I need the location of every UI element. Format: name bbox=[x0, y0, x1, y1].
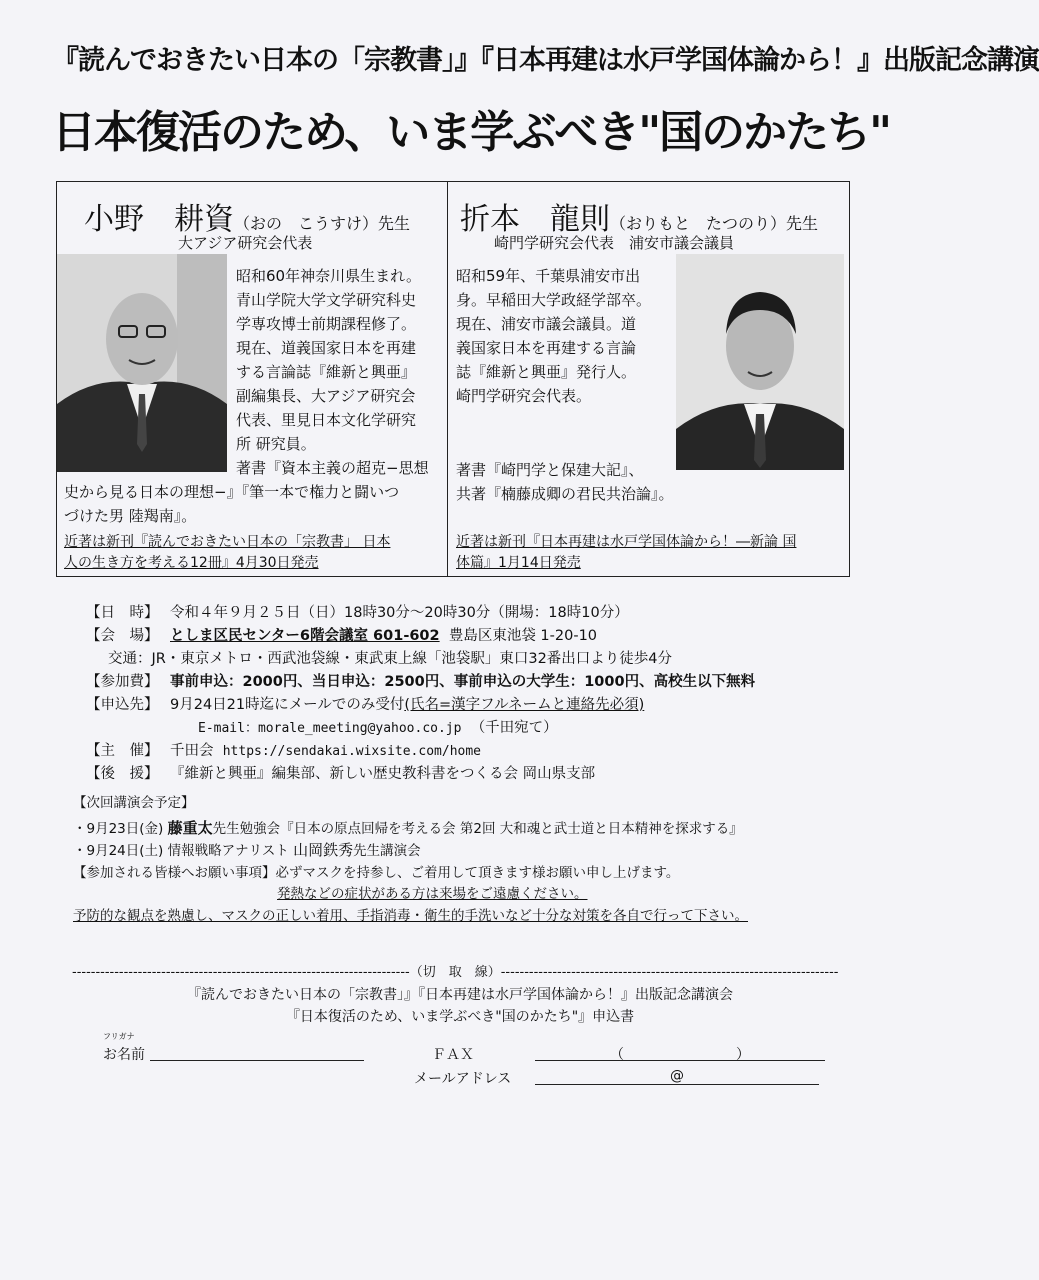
venue-address: 豊島区東池袋 1-20-10 bbox=[448, 628, 598, 644]
next-event-1: ・9月23日(金) 藤重太先生勉強会『日本の原点回帰を考える会 第2回 大和魂と武士道と日本精神を探求する』 bbox=[73, 818, 743, 837]
prevention-notice: 予防的な観点を熟慮し、マスクの正しい着用、手指消毒・衛生的手洗いなど十分な対策を各自で行って下さい。 bbox=[73, 907, 748, 924]
date-row bbox=[86, 602, 866, 625]
name-label: お名前 bbox=[103, 1047, 145, 1063]
organizer-url[interactable]: https://sendakai.wixsite.com/home bbox=[222, 744, 481, 759]
email-label: E-mail： bbox=[198, 721, 258, 736]
mask-request: 【参加される皆様へお願い事項】必ずマスクを持参し、ご着用して頂きます様お願い申し上げます。 bbox=[73, 864, 680, 881]
fax-label: ＦＡＸ bbox=[432, 1047, 474, 1063]
speaker1-role: 大アジア研究会代表 bbox=[178, 234, 313, 252]
apply-row bbox=[86, 694, 866, 717]
event-info bbox=[86, 602, 866, 786]
organizer-row bbox=[86, 740, 866, 763]
speaker2-reading: （おりもと たつのり）先生 bbox=[610, 214, 819, 233]
fee-row bbox=[86, 671, 866, 694]
access-text: 交通：JR・東京メトロ・西武池袋線・東武東上線「池袋駅」東口32番出口より徒歩4分 bbox=[108, 651, 673, 667]
email-form-field[interactable]: @ bbox=[535, 1068, 819, 1085]
speaker1-bio-cont: 史から見る日本の理想−』『筆一本で権力と闘いつ づけた男 陸羯南』。 bbox=[64, 483, 400, 525]
venue-label: 【会 場】 bbox=[86, 628, 159, 644]
support-row bbox=[86, 763, 866, 786]
email-recipient: （千田宛て） bbox=[470, 720, 558, 736]
fax-field[interactable]: （ ） bbox=[535, 1044, 825, 1061]
venue-name: としま区民センター6階会議室 601-602 bbox=[170, 628, 440, 644]
apply-note: (氏名=漢字フルネームと連絡先必須) bbox=[404, 697, 645, 713]
support-label: 【後 援】 bbox=[86, 766, 159, 782]
venue-row bbox=[86, 625, 866, 648]
application-subtitle: 『日本復活のため、いま学ぶべき"国のかたち"』申込書 bbox=[285, 1009, 635, 1025]
support-value: 『維新と興亜』編集部、新しい歴史教科書をつくる会 岡山県支部 bbox=[170, 766, 596, 782]
next-events bbox=[73, 793, 873, 927]
speaker1-reading: （おの こうすけ）先生 bbox=[234, 214, 411, 233]
profile-divider bbox=[447, 181, 448, 577]
speaker2-recent-book: 近著は新刊『日本再建は水戸学国体論から！―新論 国 体篇』1月14日発売 bbox=[456, 534, 797, 571]
date-value: 令和４年９月２５日（日）18時30分〜20時30分（開場：18時10分） bbox=[170, 605, 629, 621]
apply-value: 9月24日21時迄にメールでのみ受付 bbox=[170, 697, 405, 713]
event-title-main: 日本復活のため、いま学ぶべき"国のかたち" bbox=[52, 107, 891, 158]
cut-line: ------------------------------------------------------------------------（切 取 線）------------------------------------------------------------------------ bbox=[72, 965, 839, 980]
email-row bbox=[86, 717, 866, 740]
speaker2-books: 著書『崎門学と保建大記』、 共著『楠藤成卿の君民共治論』。 bbox=[456, 461, 674, 503]
speaker2-bio: 昭和59年、千葉県浦安市出 身。早稲田大学政経学部卒。 現在、浦安市議会議員。道 義国家日本を再建する言論 誌『維新と興亜』発行人。 崎門学研究会代表。 bbox=[456, 267, 652, 405]
next-event-2: ・9月24日(土) 情報戦略アナリスト 山岡鉄秀先生講演会 bbox=[73, 841, 421, 859]
speaker1-photo bbox=[57, 254, 227, 472]
speaker2-role: 崎門学研究会代表 浦安市議会議員 bbox=[494, 234, 735, 252]
speaker1-recent-book: 近著は新刊『読んでおきたい日本の「宗教書」 日本 人の生き方を考える12冊』4月30日発売 bbox=[64, 534, 391, 571]
event-title-line1: 『読んでおきたい日本の「宗教書」』『日本再建は水戸学国体論から！』出版記念講演 bbox=[52, 45, 1039, 76]
date-label: 【日 時】 bbox=[86, 605, 159, 621]
organizer-name: 千田会 bbox=[170, 743, 214, 759]
email-form-label: メールアドレス bbox=[414, 1071, 512, 1087]
organizer-label: 【主 催】 bbox=[86, 743, 159, 759]
fee-value: 事前申込：2000円、当日申込：2500円、事前申込の大学生：1000円、高校生以下無料 bbox=[170, 674, 756, 690]
furigana-label: フリガナ bbox=[103, 1032, 135, 1041]
speaker1-name: 小野 耕資（おの こうすけ）先生 bbox=[84, 202, 411, 237]
fever-notice: 発熱などの症状がある方は来場をご遠慮ください。 bbox=[277, 886, 588, 902]
apply-label: 【申込先】 bbox=[86, 697, 159, 713]
speaker2-name: 折本 龍則（おりもと たつのり）先生 bbox=[460, 202, 819, 237]
speaker1-bio: 昭和60年神奈川県生まれ。 青山学院大学文学研究科史 学専攻博士前期課程修了。 現在、道義国家日本を再建 する言論誌『維新と興亜』 副編集長、大アジア研究会 代表、里見日本文化学研究 所 研究員。 著書『資本主義の超克−思想 bbox=[236, 267, 429, 477]
name-field[interactable] bbox=[150, 1044, 364, 1061]
fee-label: 【参加費】 bbox=[86, 674, 159, 690]
access-row bbox=[86, 648, 866, 671]
application-title: 『読んでおきたい日本の「宗教書」』『日本再建は水戸学国体論から！』出版記念講演会 bbox=[187, 987, 733, 1003]
speaker2-photo bbox=[676, 254, 844, 470]
next-events-heading: 【次回講演会予定】 bbox=[73, 795, 195, 811]
email-address[interactable]: morale_meeting@yahoo.co.jp bbox=[257, 721, 462, 736]
